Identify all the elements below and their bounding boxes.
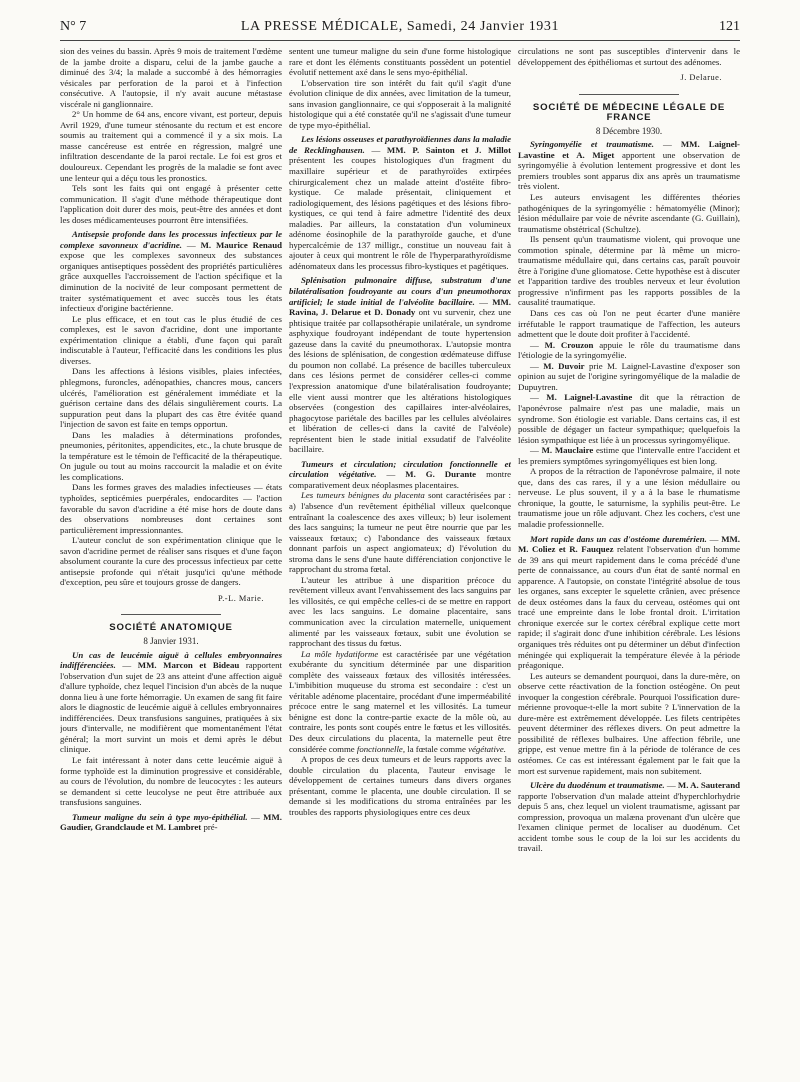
paragraph: [289, 649, 511, 754]
article-title: Un cas de leucémie aiguë à cellules embryonnaires indifférenciées.: [60, 649, 282, 671]
article-title: Tumeur maligne du sein à type myo-épithélial.: [72, 811, 248, 822]
signature: P.-L. Marie.: [217, 593, 264, 603]
inline-term: La môle hydatiforme: [301, 648, 379, 659]
paragraph: ont vu survenir, chez une phtisique traitée par collapsothérapie unilatérale, un syndrome asphyxique foudroyant indépendant de toute hypertension gazeuse dans la cavité du pneumothorax. L'autopsie montra des lésions de splénisation, de congestion œdémateuse diffuse du poumon non collabé. La présence de bacilles tuberculeux dans ces lésions permet de considérer celles-ci comme l'expression anatomique d'une bilatéralisation foudroyante; elle vient aussi montrer que les altérations histologiques observées (congestion des capillaires inter-alvéolaires, phagocytose pariétale des bacilles par les cellules alvéolaires et libération de celles-ci dans la cavité de l'alvéole) représentent bien le stade initial exsudatif de l'alvéolite bacillaire.: [289, 307, 511, 455]
society-heading: SOCIÉTÉ ANATOMIQUE: [109, 622, 233, 634]
paragraph: Dans ces cas où l'on ne peut écarter d'une manière irréfutable le rapport traumatique de l'affection, les auteurs admettent que le doute doit profiter à l'accidenté.: [518, 308, 740, 340]
article-title: Les lésions osseuses et parathyroïdiennes dans la maladie de Recklinghausen.: [289, 134, 511, 155]
session-date: 8 Décembre 1930.: [595, 125, 663, 136]
section-divider: [121, 614, 221, 615]
article-title: Mort rapide dans un cas d'ostéome duremérien.: [530, 533, 707, 544]
inline-term: fonctionnelle,: [356, 743, 406, 754]
session-date: 8 Janvier 1931.: [143, 635, 199, 646]
text-run: estime que l'intervalle entre l'accident et les premiers symptômes syringomyéliques est bien long.: [518, 445, 740, 466]
paragraph: sentent une tumeur maligne du sein d'une forme histologique rare et dont les éléments constituants possèdent un potentiel évolutif nettement axé dans le sens myo-épithélial.: [289, 46, 511, 78]
article-tumeurs-circulation: Tumeurs et circulation; circulation fonctionnelle et circulation végétative. — M. G. Durante montre comparativement deux néoplasmes placentaires.: [289, 458, 511, 490]
paragraph: relatent l'observation d'un homme de 39 ans qui meurt rapidement dans le coma précédé d'une perte de connaissance, au cours d'un état de santé normal en apparence. A l'autopsie, on constate l'intégrité absolue de tous les organes, sans excepter le squelette crânien, avec présence de deux ostéomes dans la faux du cerveau, ostéomes qui ont tracé une empreinte dans le lobe frontal droit. L'irritation chronique exercée sur le cortex cérébral explique cette mort rapide; il s'agirait donc d'une inhibition cérébrale. Les lésions organiques très réduites ont pu déterminer un début d'infection méningée qui expliquerait la température élevée à la période préagonique.: [518, 544, 740, 671]
paragraph: expose que les complexes savonneux des substances organiques antiseptiques possèdent des propriétés particulières grâce auxquelles l'accroissement de l'action spécifique et la diminution de la nocivité de leur composant permettent de traiter systématiquement et avec succès tous les états infectieux d'origine bactérienne.: [60, 250, 282, 314]
article-author: M. G. Durante: [405, 469, 477, 480]
article-acridine: Antisepsie profonde dans les processus infectieux par le complexe savonneux d'acridine. — M. Maurice Renaud expose que les complexes savonneux des substances organiques antiseptiques possèdent des propriétés particulières grâce auxquelles l'accroissement de l'action spécifique et la diminution de la nocivité de leur composant permettent de traiter systématiquement et avec succès tous les états infectieux d'origine bactérienne.: [60, 229, 282, 314]
paragraph: présentent les coupes histologiques d'un fragment du maxillaire supérieur et de parathyroïdes extirpées chirurgicalement chez un malade atteint d'ostéite fibro-kystique. Ce malade présentait, cliniquement et radiologiquement, des lésions pagétiques et des lésions fibro-kystiques, ce qui tend à faire admettre l'identité des deux maladies. Par ailleurs, la constatation d'un volumineux adénome éosinophile de la parathyroïde gauche, et d'une hypercalcémie de 137 milligr., constitue un nouveau fait à ajouter à ceux qui montrent le rôle de l'hyperparathyroïdisme adénomateux dans les processus fibro-kystiques et pagétiques.: [289, 155, 511, 271]
inline-term: végétative.: [468, 743, 506, 754]
column-3: [518, 46, 740, 1076]
article-author: MM. P. Sainton et J. Millot: [386, 144, 511, 155]
paragraph: Tels sont les faits qui ont engagé à présenter cette communication. Il s'agit d'une méthode thérapeutique dont l'application doit durer des mois, peut-être des années et dont les doses médicamenteuses pourront être intensifiées.: [60, 183, 282, 225]
article-syringomyelie: Syringomyélie et traumatisme. — MM. Laignel-Lavastine et A. Miget apportent une observation de syringomyélie à évolution lentement progressive et dont les premiers troubles sont apparus dix ans après un traumatisme très violent.: [518, 139, 740, 192]
article-splenisation: Splénisation pulmonaire diffuse, substratum d'une bilatéralisation foudroyante au cours d'un pneumothorax artificiel; le stade initial de l'alvéolite bacillaire. — MM. Ravina, J. Delarue et D. Donady ont vu survenir, chez une phtisique traitée par collapsothérapie unilatérale, un syndrome asphyxique foudroyant indépendant de toute hypertension gazeuse dans la cavité du pneumothorax. L'autopsie montra des lésions de splénisation, de congestion œdémateuse diffuse du poumon non collabé. La présence de bacilles tuberculeux dans ces lésions permet de considérer celles-ci comme l'expression anatomique d'une bilatéralisation foudroyante; elle vient aussi montrer que les altérations histologiques observées (congestion des capillaires inter-alvéolaires, phagocytose pariétale des bacilles par les cellules alvéolaires et libération de celles-ci dans la cavité de l'alvéole) représentent bien le stade initial exsudatif de l'alvéolite bacillaire.: [289, 275, 511, 455]
discussant: M. Duvoir: [543, 360, 585, 371]
article-leucemie: Un cas de leucémie aiguë à cellules embryonnaires indifférenciées. — MM. Marcon et Bideau rapportent l'observation d'un sujet de 23 ans atteint d'une affection aiguë d'allure typhoïde, chez lequel l'incision d'un abcès de la nuque donna lieu à une forte hémorragie. Un examen de sang fit faire alors le diagnostic de leucémie aiguë à cellules embryonnaires indifférenciées. Deux transfusions sanguines, pratiquées à six jours d'intervalle, ne modifièrent que momentanément l'état général; la mort survint un mois et demi après le début clinique.: [60, 649, 282, 755]
paragraph: Dans les maladies à déterminations profondes, pneumonies, péritonites, appendicites, etc., la chute brusque de la température est le témoin de l'efficacité de la thérapeutique. On jugule ou tout au moins raccourcit la maladie et on évite les complications.: [60, 429, 282, 482]
text-run: est caractérisée par une végétation exubérante du syncitium déterminée par une disparition complète des vaisseaux fœtaux des villosités intéressées. L'imbibition muqueuse du stroma est secondaire : c'est un véritable adénome placentaire, procédant d'une imperméabilité précoce entre le sang maternel et les villosités. La tumeur bénigne est donc la contre-partie exacte de la môle où, au contraire, les ponts sont coupés entre le fœtus et les villosités. Des deux circulations du placenta, la maternelle peut être considérée comme: [289, 648, 511, 754]
header-rule: [60, 40, 740, 41]
paragraph: Le fait intéressant à noter dans cette leucémie aiguë à forme typhoïde est la diminution progressive et considérable, au cours de l'évolution, du nombre de leucocytes : les auteurs se demandent si cette leucolyse ne peut être attribuée aux transfusions sanguines.: [60, 755, 282, 808]
paragraph: rapporte l'observation d'un malade atteint d'hyperchlorhydrie depuis 5 ans, chez lequel un violent traumatisme, agissant par compression, provoqua un malæna provenant d'un ulcère que l'examen clinique permet de localiser au duodénum. Cet accident tombe sous le coup de la loi sur les accidents du travail.: [518, 790, 740, 854]
paragraph: A propos de la rétraction de l'aponévrose palmaire, il note que, dans des cas rares, il y a une lésion médullaire ou nerveuse. Le plus souvent, il y a à la base le rhumatisme chronique, la goutte, le saturnisme, la syphilis peut-être. Le traumatisme joue un rôle adjuvant. Chez les cochers, c'est une maladie professionnelle.: [518, 466, 740, 529]
inline-term: Les tumeurs bénignes du placenta: [301, 490, 425, 501]
paragraph: apportent une observation de syringomyélie à évolution lentement progressive et dont les premiers troubles sont apparus dix ans après un traumatisme très violent.: [518, 149, 740, 192]
column-2: [289, 46, 511, 1076]
discussant: M. Mauclaire: [541, 445, 594, 456]
paragraph: Dans les formes graves des maladies infectieuses — états typhoïdes, septicémies puerpérales, endocardites — l'action favorable du savon d'acridine a été mise hors de doute dans des observations nombreuses dont certaines sont particulièrement impressionnantes.: [60, 482, 282, 535]
article-author: MM. Laignel-Lavastine et A. Miget: [518, 139, 740, 160]
text-run: la fœtale comme: [407, 743, 466, 754]
paragraph: L'auteur les attribue à une disparition précoce du revêtement villeux avant l'envahissement des lacs sanguins par les villosités, ce qui empêche celles-ci de se mettre en rapport avec les lacs sanguins. Le domaine placentaire, sans communication avec la circulation maternelle, uniquement alimenté par les vaisseaux fœtaux, subit une évolution se rapprochant des tissus du fœtus.: [289, 574, 511, 649]
paragraph: sion des veines du bassin. Après 9 mois de traitement l'œdème de la jambe droite a disparu, celui de la jambe gauche a diminué des 3/4; la malade a succombé à des hémorragies vésicales par perforation de la paroi et à l'infection consécutive. A l'autopsie, il n'y avait aucune métastase viscérale ni ganglionnaire.: [60, 46, 282, 109]
article-osteome: Mort rapide dans un cas d'ostéome duremérien. — MM. M. Coliez et R. Fauquez relatent l'observation d'un homme de 39 ans qui meurt rapidement dans le coma précédé d'une perte de connaissance, au cours d'un état de santé normal en apparence. A l'autopsie, on constate l'intégrité absolue de tous les organes, sans excepter le squelette crânien, avec présence de deux ostéomes dans la faux du cerveau, ostéomes qui ont tracé une empreinte dans le lobe frontal droit. L'irritation chronique exercée sur le cortex cérébral explique cette mort rapide; il s'agirait donc d'une inhibition cérébrale. Les lésions organiques très réduites ont pu déterminer un début d'infection méningée qui expliquerait la température élevée à la période préagonique.: [518, 533, 740, 671]
paragraph: montre comparativement deux néoplasmes placentaires.: [289, 469, 511, 490]
society-heading: SOCIÉTÉ DE MÉDECINE LÉGALE DE FRANCE: [532, 101, 726, 124]
article-title: Syringomyélie et traumatisme.: [530, 139, 654, 150]
text-run: appuie le rôle du traumatisme dans l'étiologie de la syringomyélie.: [518, 339, 740, 361]
discussion: — M. Mauclaire estime que l'intervalle entre l'accident et les premiers symptômes syringomyéliques est bien long.: [518, 445, 740, 466]
article-tumeur-sein: Tumeur maligne du sein à type myo-épithélial. — MM. Gaudier, Grandclaude et M. Lambret pré-: [60, 811, 282, 833]
paragraph: pré-: [203, 822, 218, 833]
paragraph: rapportent l'observation d'un sujet de 23 ans atteint d'une affection aiguë d'allure typhoïde, chez lequel l'incision d'un abcès de la nuque donna lieu à une forte hémorragie. Un examen de sang fit faire alors le diagnostic de leucémie aiguë à cellules embryonnaires indifférenciées. Deux transfusions sanguines, pratiquées à six jours d'intervalle, ne modifièrent que momentanément l'état général; la mort survint un mois et demi après le début clinique.: [60, 660, 282, 755]
article-title: Antisepsie profonde dans les processus infectieux par le complexe savonneux d'acridine.: [60, 229, 282, 250]
discussion: — M. Duvoir prie M. Laignel-Lavastine d'exposer son opinion au sujet de l'origine syringomyélique de la maladie de Dupuytren.: [518, 360, 740, 392]
article-author: MM. Gaudier, Grandclaude et M. Lambret: [60, 811, 282, 833]
paragraph: [289, 490, 511, 574]
paragraph: Les auteurs envisagent les différentes théories pathogéniques de la syringomyélie : hématomyélie (Minor); lésion médullaire par voie de névrite ascendante (G. Guillain), traumatisme obstétrical (Schultze).: [518, 192, 740, 234]
column-1: [60, 46, 282, 1076]
issue-number: N° 7: [60, 19, 87, 34]
article-author: M. A. Sauterand: [677, 780, 740, 791]
text-run: prie M. Laignel-Lavastine d'exposer son opinion au sujet de l'origine syringomyélique de la maladie de Dupuytren.: [518, 360, 740, 392]
text-run: sont caractérisées par : a) l'absence d'un revêtement épithélial villeux quelconque entraînant la coalescence des axes villeux; b) leur isolement des lacs sanguins; la tumeur ne peut être nourrie que par les vaisseaux fœtaux; c) l'abondance des vaisseaux fœtaux donnant parfois un aspect angiomateux; d) l'évolution du stroma dans le sens d'une haute différenciation conjonctive le rapprochant du stroma fœtal.: [289, 490, 511, 575]
text-run: dit que la rétraction de l'aponévrose palmaire n'est pas une maladie, mais un syndrome. Son étiologie est variable. Dans certains cas, il est possible de dégager un facteur sympathique; quelquefois la lésion sympathique est liée à un processus syringomyélique.: [518, 392, 740, 445]
paragraph: L'observation tire son intérêt du fait qu'il s'agit d'une évolution clinique de dix années, avec limitation de la tumeur, sans invasion ganglionnaire, ce qui s'opposerait à la malignité histologique qui a été constatée qu'il ne s'agissait d'une tumeur de type myo-épithélial.: [289, 77, 511, 130]
signature: J. Delarue.: [680, 73, 722, 83]
article-author: MM. Ravina, J. Delarue et D. Donady: [289, 296, 511, 318]
three-column-body: [60, 46, 740, 1076]
paragraph: Le plus efficace, et en tout cas le plus étudié de ces complexes, est le savon d'acridine, dont une importante expérimentation clinique a établi, d'une façon qui paraît indiscutable à l'auteur, l'efficacité dans les conditions les plus diverses.: [60, 313, 282, 366]
paragraph: L'auteur conclut de son expérimentation clinique que le savon d'acridine permet de réaliser sans risques et d'une façon absolument courante la cure des processus infectieux par cette antisepsie profonde qui n'était jusqu'ici qu'une méthode d'exception, peu sûre et toujours grosse de dangers.: [60, 535, 282, 588]
article-recklinghausen: Les lésions osseuses et parathyroïdiennes dans la maladie de Recklinghausen. — MM. P. Sainton et J. Millot présentent les coupes histologiques d'un fragment du maxillaire supérieur et de parathyroïdes extirpées chirurgicalement chez un malade atteint d'ostéite fibro-kystique. Ce malade présentait, cliniquement et radiologiquement, des lésions pagétiques et des lésions fibro-kystiques, ce qui tend à faire admettre l'identité des deux maladies. Par ailleurs, la constatation d'un volumineux adénome éosinophile de la parathyroïde gauche, et d'une hypercalcémie de 137 milligr., constitue un nouveau fait à ajouter à ceux qui montrent le rôle de l'hyperparathyroïdisme adénomateux dans les processus fibro-kystiques et pagétiques.: [289, 134, 511, 271]
article-title: Splénisation pulmonaire diffuse, substratum d'une bilatéralisation foudroyante au cours d'un pneumothorax artificiel; le stade initial de l'alvéolite bacillaire.: [289, 275, 511, 307]
page-number: 121: [719, 19, 740, 34]
paragraph: circulations ne sont pas susceptibles d'intervenir dans le développement des épithéliomas et surtout des adénomes.: [518, 46, 740, 67]
running-header: [60, 18, 740, 38]
paragraph: Dans les affections à lésions visibles, plaies infectées, phlegmons, furoncles, adénopathies, chancres mous, cancers ulcérés, l'amélioration est généralement immédiate et la guérison certaine dans des délais singulièrement courts. La suppuration peut dans la plupart des cas être évitée quand l'injection de savon est faite en temps opportun.: [60, 366, 282, 430]
discussion: — M. Laignel-Lavastine dit que la rétraction de l'aponévrose palmaire n'est pas une maladie, mais un syndrome. Son étiologie est variable. Dans certains cas, il est possible de dégager un facteur sympathique; quelquefois la lésion sympathique est liée à un processus syringomyélique.: [518, 392, 740, 445]
journal-title-line: LA PRESSE MÉDICALE, Samedi, 24 Janvier 1931: [240, 19, 560, 34]
article-author: MM. M. Coliez et R. Fauquez: [518, 533, 740, 555]
section-divider: [579, 94, 679, 95]
discussant: M. Laignel-Lavastine: [546, 392, 633, 403]
discussion: — M. Crouzon appuie le rôle du traumatisme dans l'étiologie de la syringomyélie.: [518, 339, 740, 361]
discussant: M. Crouzon: [544, 339, 594, 350]
paragraph: Les auteurs se demandent pourquoi, dans la dure-mère, on observe cette réactivation de la fonction ostéogène. On peut invoquer la congestion cérébrale. Pourquoi l'ossification dure-mérienne provoque-t-elle la mort subite ? L'innervation de la dure-mère est extrêmement développée. Les filets centripètes peuvent déterminer des réflexes divers. On peut admettre la possibilité de réflexes bulbaires. Une affection fébrile, une grippe, est venue mettre fin à la période de tolérance de ces ostéomes. Ce cas est intéressant également par le fait que la mort est survenue rapidement, mais non subitement.: [518, 670, 740, 776]
article-title: Tumeurs et circulation; circulation fonctionnelle et circulation végétative.: [289, 458, 511, 480]
paragraph: Ils pensent qu'un traumatisme violent, qui provoque une commotion spinale, détermine par là même un micro-traumatisme médullaire qui, dans certains cas, paraît pouvoir être à l'origine d'une gliomatose. Cette hypothèse est à discuter et l'apparition tardive des troubles nerveux et leur évolution progressive n'infirment pas les rapports possibles de la causalité traumatique.: [518, 234, 740, 308]
article-ulcere: Ulcère du duodénum et traumatisme. — M. A. Sauterand rapporte l'observation d'un malade atteint d'hyperchlorhydrie depuis 5 ans, chez lequel un violent traumatisme, agissant par compression, provoqua un malæna provenant d'un ulcère que l'examen clinique permet de localiser au duodénum. Cet accident tombe sous le coup de la loi sur les accidents du travail.: [518, 780, 740, 854]
paragraph: 2° Un homme de 64 ans, encore vivant, est porteur, depuis Avril 1929, d'une tumeur sténosante du rectum et est encore soumis au traitement qui a commencé il y a six mois. La masse cancéreuse est entrée en régression, malgré une infiltration descendante de la paroi rectale. Le foi est gros et douloureux. Cependant les progrès de la maladie se font avec une lenteur qui a déçu tous les pronostics.: [60, 109, 282, 183]
article-author: M. Maurice Renaud: [200, 239, 282, 250]
article-author: MM. Marcon et Bideau: [137, 660, 240, 671]
article-title: Ulcère du duodénum et traumatisme.: [530, 780, 665, 791]
paragraph: A propos de ces deux tumeurs et de leurs rapports avec la double circulation du placenta, l'auteur envisage le développement de certaines tumeurs dans divers organes présentant, comme le placenta, une double circulation. Il se demande si les modifications du stroma entraînées par les troubles des rapports physiologiques entre ces deux: [289, 754, 511, 817]
